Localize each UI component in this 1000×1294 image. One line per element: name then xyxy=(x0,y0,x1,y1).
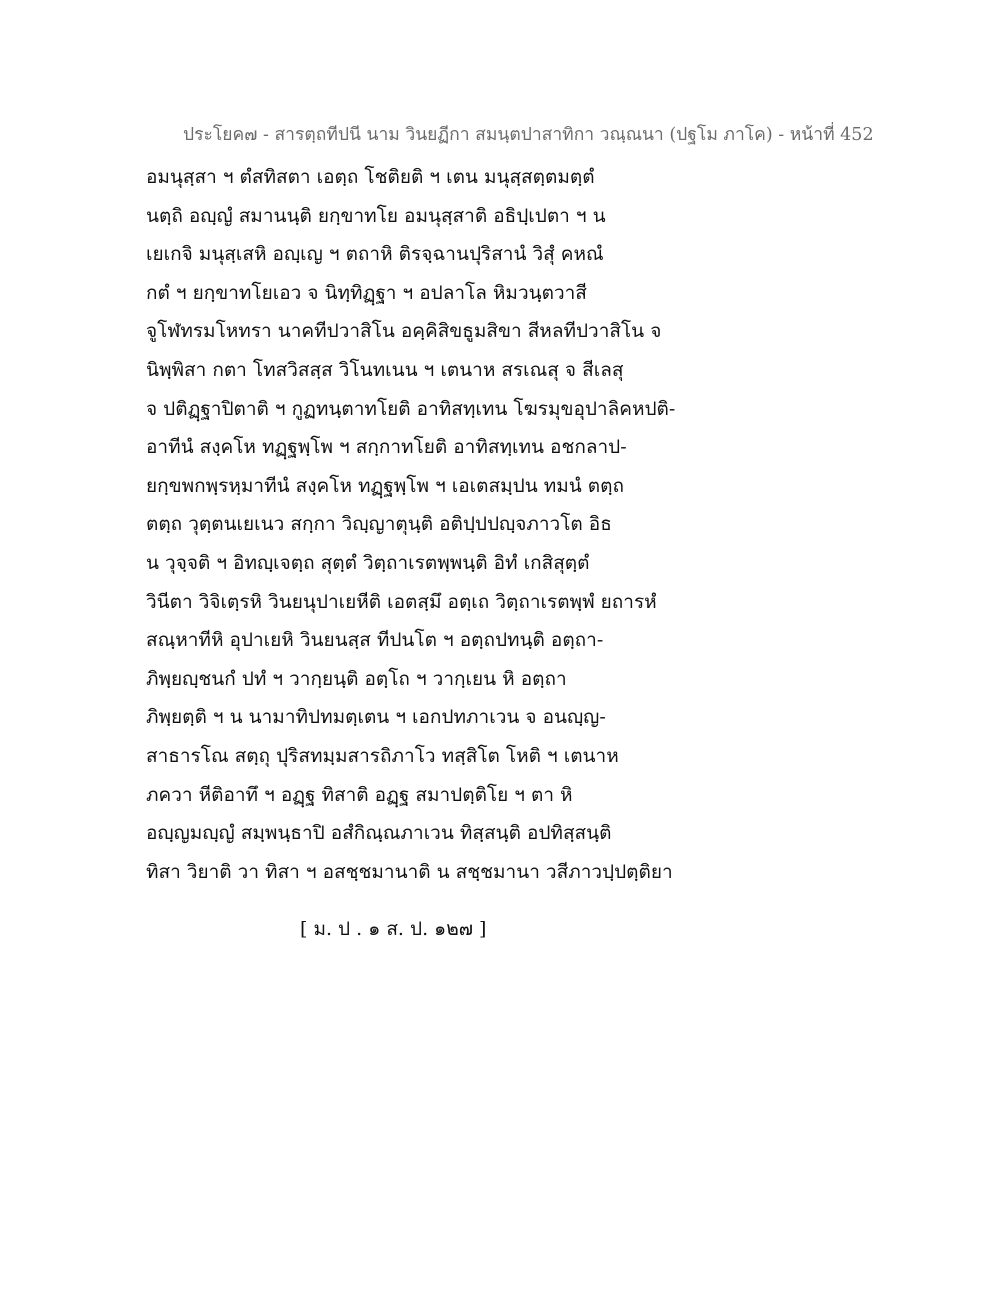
text-line: อญฺญมญฺญํ สมฺพนฺธาปิ อสํกิณฺณภาเวน ทิสฺสนฺติ อปทิสฺสนฺติ xyxy=(146,822,612,845)
text-line: ยกฺขพกพฺรหฺมาทีนํ สงฺคโห ทฏฺฐพฺโพ ฯ เอเตสมฺปน ทมนํ ตตฺถ xyxy=(146,474,624,497)
text-line: ตตฺถ วุตฺตนเยเนว สกฺกา วิญฺญาตุนฺติ อติปฺปปญฺจภาวโต อิธ xyxy=(146,513,612,536)
text-line: ภิพฺยตฺติ ฯ น นามาทิปทมตฺเตน ฯ เอกปทภาเวน จ อนญฺญ- xyxy=(146,706,606,729)
text-line: สณฺหาทีหิ อุปาเยหิ วินยนสฺส ทีปนโต ฯ อตฺถปทนฺติ อตฺถา- xyxy=(146,629,604,652)
text-line: น วุจฺจติ ฯ อิทญฺเจตฺถ สุตฺตํ วิตฺถาเรตพฺพนฺติ อิทํ เกสิสุตฺตํ xyxy=(146,551,590,574)
text-line: ภควา หีติอาทึ ฯ อฏฺฐ ทิสาติ อฏฺฐ สมาปตฺติโย ฯ ตา หิ xyxy=(146,783,573,806)
text-line: เยเกจิ มนุสฺเสหิ อญฺเญ ฯ ตถาหิ ติรจฺฉานปุริสานํ วิสุํ คหณํ xyxy=(146,243,604,266)
reference-footnote: [ ม. ป . ๑ ส. ป. ๑๒๗ ] xyxy=(300,918,487,940)
text-line: นตฺถิ อญฺญํ สมานนฺติ ยกฺขาทโย อมนุสฺสาติ อธิปฺเปตา ฯ น xyxy=(146,204,606,227)
text-line: อาทีนํ สงฺคโห ทฏฺฐพฺโพ ฯ สกฺกาทโยติ อาทิสทฺเทน อชกลาป- xyxy=(146,436,627,459)
page-header: ประโยค๗ - สารตฺถทีปนี นาม วินยฏีกา สมนฺตปาสาทิกา วณฺณนา (ปฐโม ภาโค) - หน้าที่ 452 xyxy=(183,125,874,145)
text-line: จูโฬทรมโหทรา นาคทีปวาสิโน อคฺคิสิขธูมสิขา สีหลทีปวาสิโน จ xyxy=(146,320,662,343)
text-line: ทิสา วิยาติ วา ทิสา ฯ อสชฺชมานาติ น สชฺชมานา วสีภาวปฺปตฺติยา xyxy=(146,860,673,883)
text-line: วินีตา วิจิเตฺรหิ วินยนุปาเยหีติ เอตสฺมึ อตฺเถ วิตฺถาเรตพฺพํ ยถารหํ xyxy=(146,590,657,613)
text-line: นิพฺพิสา กตา โทสวิสสฺส วิโนทเนน ฯ เตนาห สรเณสุ จ สีเลสุ xyxy=(146,358,624,381)
body-text xyxy=(146,158,926,891)
text-line: กตํ ฯ ยกฺขาทโยเอว จ นิทฺทิฏฺฐา ฯ อปลาโล หิมวนฺตวาสี xyxy=(146,281,587,304)
text-line: ภิพฺยญฺชนกํ ปทํ ฯ วากฺยนฺติ อตฺโถ ฯ วากฺเยน หิ อตฺถา xyxy=(146,667,567,690)
text-line: อมนุสฺสา ฯ ตํสทิสตา เอตฺถ โชติยติ ฯ เตน มนุสฺสตฺตมตฺตํ xyxy=(146,166,595,188)
text-line: สาธารโณ สตฺถุ ปุริสทมฺมสารถิภาโว ทสฺสิโต โหติ ฯ เตนาห xyxy=(146,744,619,767)
text-line: จ ปติฏฺฐาปิตาติ ฯ กูฏทนฺตาทโยติ อาทิสทฺเทน โฆรมุขอุปาลิคหปติ- xyxy=(146,397,676,420)
